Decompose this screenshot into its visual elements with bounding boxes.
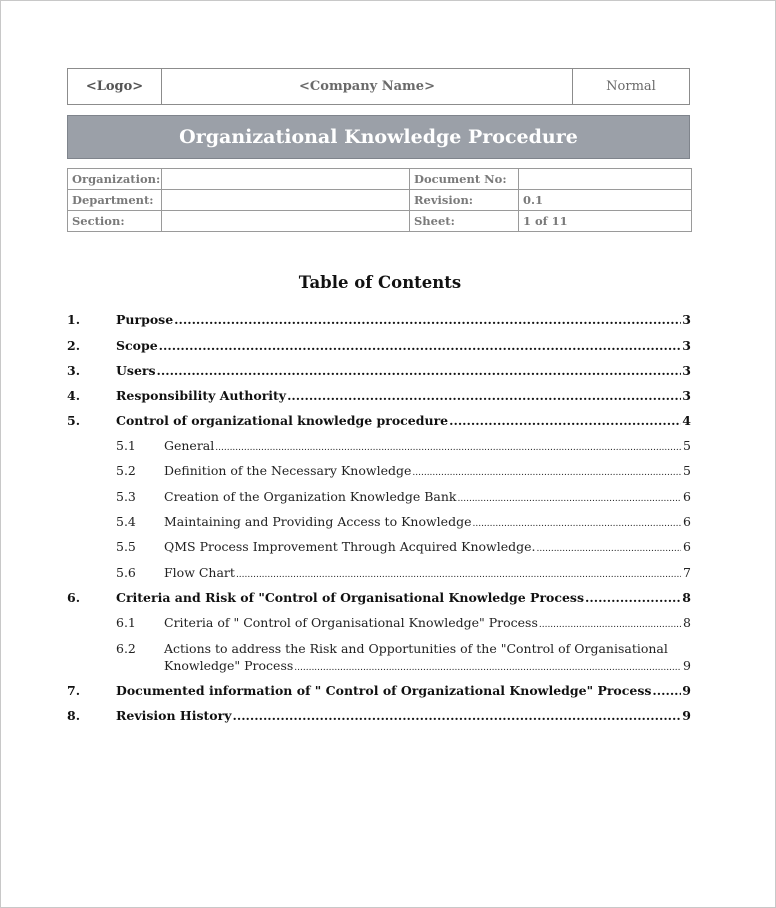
company-name: <Company Name> <box>162 69 573 104</box>
toc-entry-page: 6 <box>683 489 691 504</box>
toc-entry-title: Scope <box>116 338 158 353</box>
toc-entry[interactable] <box>67 338 691 354</box>
document-status: Normal <box>606 79 656 94</box>
toc-entry-page: 3 <box>682 388 691 403</box>
toc-entry-title: Actions to address the Risk and Opportunities of the "Control of Organisational <box>164 641 668 656</box>
toc-entry[interactable] <box>67 514 691 530</box>
meta-row <box>68 169 692 190</box>
department-label: Department: <box>68 190 162 211</box>
organization-label: Organization: <box>68 169 162 190</box>
toc-leader-dots <box>412 467 681 479</box>
toc-leader-dots <box>539 619 681 631</box>
document-meta-table <box>67 168 692 232</box>
toc-entry-title: Control of organizational knowledge procedure <box>116 413 449 428</box>
toc-entry[interactable] <box>67 615 691 631</box>
sheet-label: Sheet: <box>410 211 519 232</box>
toc-leader-dots <box>458 493 681 505</box>
toc-entry[interactable] <box>67 539 691 555</box>
toc-entry-title: Purpose <box>116 312 174 327</box>
toc-entry[interactable] <box>67 590 691 606</box>
toc-entry-title: Revision History <box>116 708 232 723</box>
toc-entry-page: 9 <box>682 683 691 698</box>
toc-entry-title: Maintaining and Providing Access to Knowledge <box>164 514 472 529</box>
toc-entry-number: 3. <box>67 363 81 378</box>
toc-entry-number: 5.4 <box>116 514 136 529</box>
toc-entry-title: Criteria of " Control of Organisational Knowledge" Process <box>164 615 538 630</box>
toc-entry-number: 8. <box>67 708 81 723</box>
revision-label: Revision: <box>410 190 519 211</box>
toc-entry-page: 7 <box>683 565 691 580</box>
toc-entry-page: 9 <box>683 658 691 673</box>
toc-entry-page: 5 <box>683 438 691 453</box>
section-value <box>162 211 410 232</box>
toc-entry-title: Users <box>116 363 156 378</box>
revision-value: 0.1 <box>519 190 692 211</box>
toc-leader-dots <box>159 338 681 354</box>
toc-entry-page: 8 <box>682 590 691 605</box>
toc-leader-dots <box>236 569 681 581</box>
document-header <box>67 68 690 105</box>
logo-placeholder: <Logo> <box>68 69 162 104</box>
toc-leader-dots <box>287 388 681 404</box>
toc-entry-number: 5.1 <box>116 438 136 453</box>
toc-entry-number: 5. <box>67 413 81 428</box>
toc-leader-dots <box>472 518 681 530</box>
toc-entry-page: 3 <box>682 363 691 378</box>
section-label: Section: <box>68 211 162 232</box>
toc-entry-page: 8 <box>683 615 691 630</box>
department-value <box>162 190 410 211</box>
organization-value <box>162 169 410 190</box>
toc-entry-page: 6 <box>683 514 691 529</box>
toc-entry-title: Criteria and Risk of "Control of Organisational Knowledge Process <box>116 590 585 605</box>
toc-heading: Table of Contents <box>298 273 462 292</box>
toc-entry-number: 5.2 <box>116 463 136 478</box>
toc-entry[interactable] <box>67 489 691 505</box>
toc-entry-title: Responsibility Authority <box>116 388 287 403</box>
toc-entry-title: Documented information of " Control of Organizational Knowledge" Process <box>116 683 652 698</box>
toc-leader-dots <box>294 662 681 674</box>
toc-entry-title: Creation of the Organization Knowledge Bank <box>164 489 457 504</box>
toc-entry-page: 5 <box>683 463 691 478</box>
toc-leader-dots <box>232 708 681 724</box>
toc-entry-number: 2. <box>67 338 81 353</box>
toc-leader-dots <box>585 590 681 606</box>
toc-entry-number: 6.1 <box>116 615 136 630</box>
document-no-label: Document No: <box>410 169 519 190</box>
meta-row <box>68 211 692 232</box>
toc-entry-number: 7. <box>67 683 81 698</box>
toc-entry-line2[interactable] <box>67 658 691 674</box>
meta-row <box>68 190 692 211</box>
toc-entry[interactable] <box>67 565 691 581</box>
toc-entry-number: 5.5 <box>116 539 136 554</box>
toc-entry-title: Flow Chart <box>164 565 235 580</box>
toc-entry[interactable] <box>67 413 691 429</box>
toc-entry-page: 9 <box>682 708 691 723</box>
toc-leader-dots <box>174 312 681 328</box>
toc-entry-number: 4. <box>67 388 81 403</box>
toc-entry-page: 3 <box>682 338 691 353</box>
toc-entry-page: 3 <box>682 312 691 327</box>
toc-entry-title: General <box>164 438 215 453</box>
toc-entry-line1[interactable] <box>67 641 691 657</box>
toc-entry-title: QMS Process Improvement Through Acquired Knowledge. <box>164 539 536 554</box>
toc-entry[interactable] <box>67 683 691 699</box>
toc-entry-number: 5.3 <box>116 489 136 504</box>
toc-entry[interactable] <box>67 438 691 454</box>
toc-leader-dots <box>652 683 681 699</box>
document-title: Organizational Knowledge Procedure <box>67 115 690 159</box>
toc-leader-dots <box>537 543 681 555</box>
toc-entry-number: 1. <box>67 312 81 327</box>
toc-entry-title: Definition of the Necessary Knowledge <box>164 463 412 478</box>
toc-entry-number: 6.2 <box>116 641 136 656</box>
toc-entry-page: 4 <box>682 413 691 428</box>
toc-entry-page: 6 <box>683 539 691 554</box>
toc-leader-dots <box>215 442 681 454</box>
toc-entry[interactable] <box>67 388 691 404</box>
toc-entry[interactable] <box>67 312 691 328</box>
toc-leader-dots <box>157 363 681 379</box>
toc-entry[interactable] <box>67 708 691 724</box>
toc-leader-dots <box>449 413 681 429</box>
sheet-value: 1 of 11 <box>519 211 692 232</box>
toc-entry-number: 5.6 <box>116 565 136 580</box>
toc-entry[interactable] <box>67 463 691 479</box>
document-no-value <box>519 169 692 190</box>
toc-entry-number: 6. <box>67 590 81 605</box>
toc-entry-title-continued: Knowledge" Process <box>164 658 294 673</box>
toc-entry[interactable] <box>67 363 691 379</box>
